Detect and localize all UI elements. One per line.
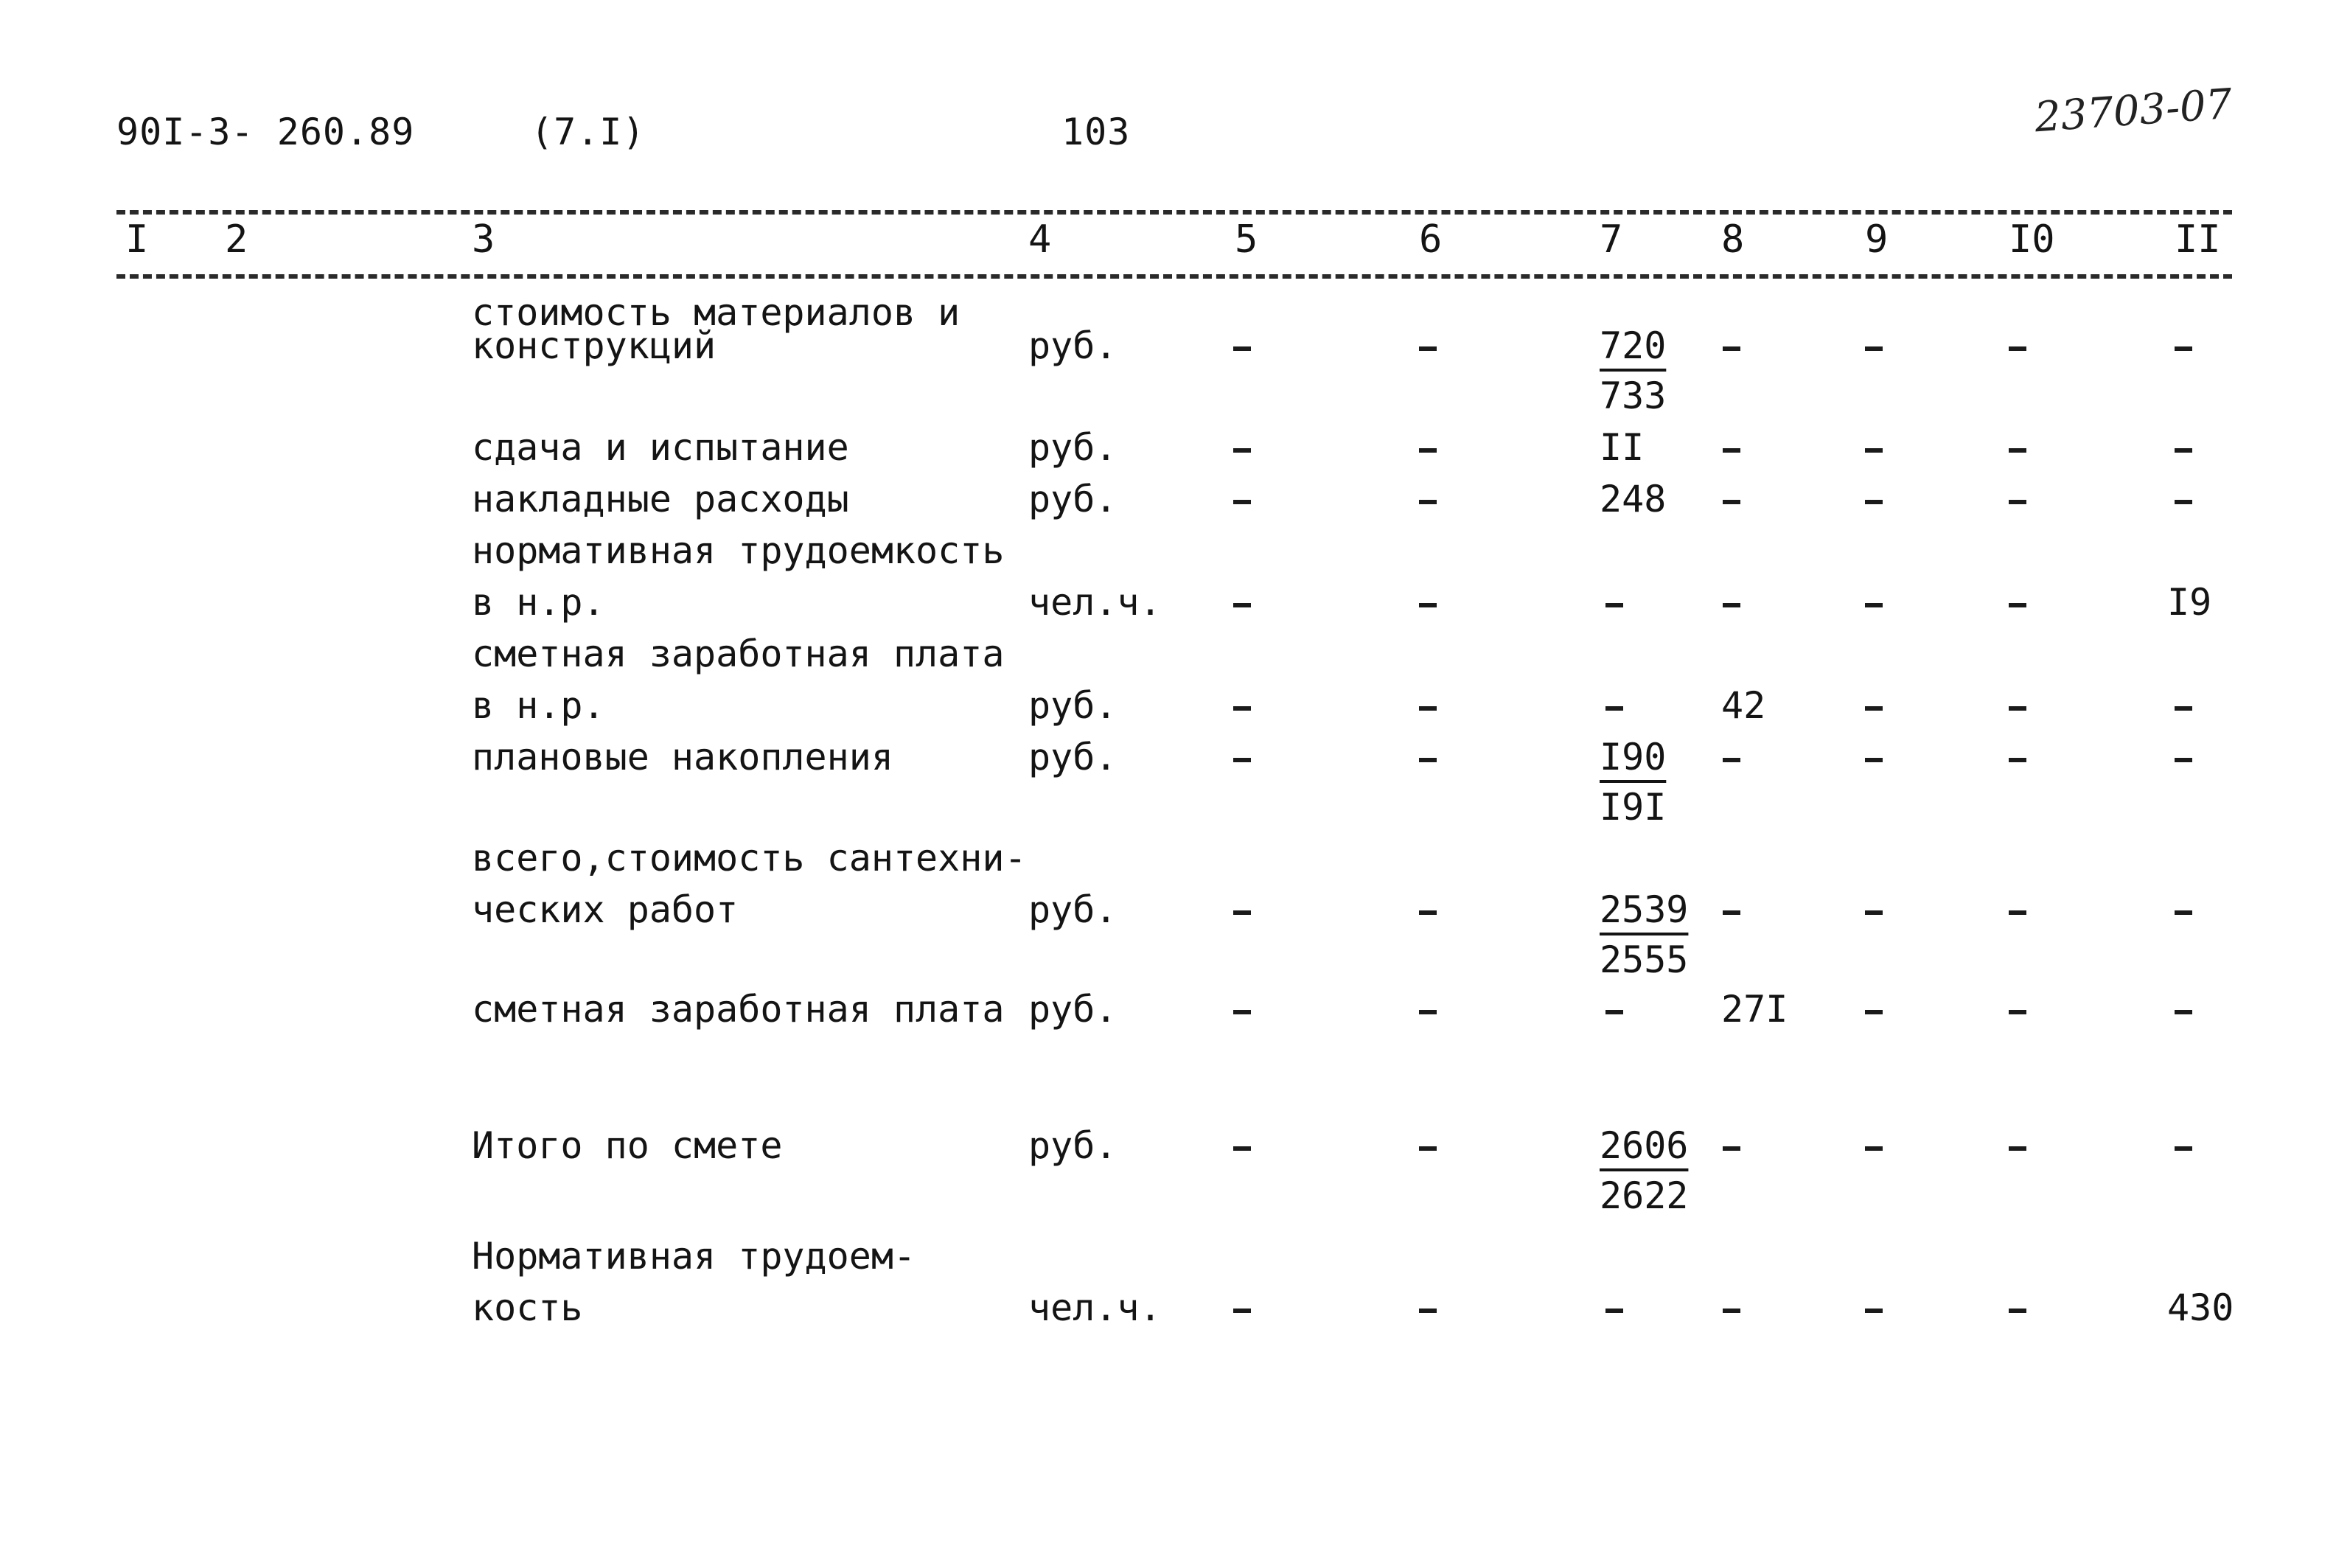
row-label: сдача и испытание <box>472 426 849 469</box>
unit-cell: руб. <box>1028 426 1118 469</box>
dash-c5 <box>1233 500 1251 504</box>
value-denominator: 733 <box>1600 374 1667 417</box>
unit-cell: руб. <box>1028 988 1118 1031</box>
dash-c9 <box>1865 706 1883 711</box>
row-label: конструкций <box>472 324 716 367</box>
dash-c5 <box>1233 910 1251 915</box>
dash-c10 <box>2009 448 2026 453</box>
value-numerator: 2539 <box>1600 888 1689 931</box>
row-label: ческих работ <box>472 888 739 931</box>
column-header-7: 7 <box>1600 217 1623 262</box>
unit-cell: чел.ч. <box>1028 581 1162 624</box>
dash-c6 <box>1419 603 1437 607</box>
document-code: 90I-3- 260.89 <box>116 111 415 153</box>
dash-c11 <box>2175 1010 2192 1014</box>
column-header-5: 5 <box>1235 217 1258 262</box>
dash-c8 <box>1723 346 1740 351</box>
unit-cell: руб. <box>1028 736 1118 778</box>
column-header-1: I <box>125 217 149 262</box>
value-c8: 42 <box>1721 684 1766 727</box>
section-number: (7.I) <box>531 111 646 153</box>
dash-c9 <box>1865 448 1883 453</box>
dash-c11 <box>2175 706 2192 711</box>
dash-c5 <box>1233 758 1251 762</box>
dash-c9 <box>1865 1010 1883 1014</box>
row-label: Нормативная трудоем- <box>472 1235 916 1278</box>
unit-cell: руб. <box>1028 1124 1118 1167</box>
dash-c5 <box>1233 1010 1251 1014</box>
dash-c10 <box>2009 706 2026 711</box>
dash-c9 <box>1865 500 1883 504</box>
dash-c8 <box>1723 603 1740 607</box>
dash-c6 <box>1419 758 1437 762</box>
dash-c11 <box>2175 500 2192 504</box>
row-label: накладные расходы <box>472 478 849 520</box>
value-c7: II <box>1600 426 1645 469</box>
dash-c9 <box>1865 1309 1883 1313</box>
column-header-9: 9 <box>1865 217 1889 262</box>
dash-c9 <box>1865 910 1883 915</box>
value-denominator: 2622 <box>1600 1174 1689 1217</box>
value-numerator: 2606 <box>1600 1124 1689 1167</box>
dash-c9 <box>1865 1146 1883 1151</box>
value-c7: 248 <box>1600 478 1667 520</box>
dash-c6 <box>1419 910 1437 915</box>
dash-c9 <box>1865 346 1883 351</box>
dash-c7 <box>1605 1309 1623 1313</box>
row-label: нормативная трудоемкость <box>472 529 1005 572</box>
dash-c5 <box>1233 1146 1251 1151</box>
value-denominator: I9I <box>1600 786 1667 829</box>
dash-c6 <box>1419 706 1437 711</box>
dash-c10 <box>2009 500 2026 504</box>
dash-c10 <box>2009 346 2026 351</box>
column-header-10: I0 <box>2009 217 2055 262</box>
unit-cell: руб. <box>1028 684 1118 727</box>
column-header-3: 3 <box>472 217 495 262</box>
column-header-4: 4 <box>1028 217 1052 262</box>
dash-c5 <box>1233 346 1251 351</box>
dash-c8 <box>1723 500 1740 504</box>
unit-cell: руб. <box>1028 478 1118 520</box>
row-label: в н.р. <box>472 684 605 727</box>
row-label: кость <box>472 1286 583 1329</box>
dash-c8 <box>1723 1309 1740 1313</box>
row-label: в н.р. <box>472 581 605 624</box>
row-label: стоимость материалов и <box>472 291 960 334</box>
dash-c10 <box>2009 1010 2026 1014</box>
dash-c7 <box>1605 1010 1623 1014</box>
dash-c9 <box>1865 603 1883 607</box>
row-label: всего,стоимость сантехни- <box>472 837 1027 879</box>
dash-c7 <box>1605 603 1623 607</box>
handwritten-number: 23703-07 <box>2033 80 2234 142</box>
dash-c8 <box>1723 758 1740 762</box>
unit-cell: руб. <box>1028 324 1118 367</box>
dash-c7 <box>1605 706 1623 711</box>
dash-c5 <box>1233 603 1251 607</box>
dash-c10 <box>2009 1146 2026 1151</box>
column-header-8: 8 <box>1721 217 1745 262</box>
dash-c9 <box>1865 758 1883 762</box>
dash-c11 <box>2175 448 2192 453</box>
dash-c10 <box>2009 910 2026 915</box>
dash-c6 <box>1419 346 1437 351</box>
dash-c6 <box>1419 1309 1437 1313</box>
dash-c10 <box>2009 603 2026 607</box>
dash-c5 <box>1233 706 1251 711</box>
column-header-6: 6 <box>1419 217 1443 262</box>
dash-c6 <box>1419 448 1437 453</box>
row-label: сметная заработная плата <box>472 633 1005 675</box>
value-numerator: 720 <box>1600 324 1667 367</box>
value-c8: 27I <box>1721 988 1788 1031</box>
column-header-11: II <box>2175 217 2221 262</box>
dash-c11 <box>2175 346 2192 351</box>
value-numerator: I90 <box>1600 736 1667 778</box>
dash-c5 <box>1233 448 1251 453</box>
row-label: Итого по смете <box>472 1124 783 1167</box>
unit-cell: чел.ч. <box>1028 1286 1162 1329</box>
dash-c10 <box>2009 1309 2026 1313</box>
value-c11: I9 <box>2167 581 2212 624</box>
dash-c11 <box>2175 910 2192 915</box>
row-label: плановые накопления <box>472 736 893 778</box>
dash-c11 <box>2175 1146 2192 1151</box>
unit-cell: руб. <box>1028 888 1118 931</box>
column-header-2: 2 <box>225 217 248 262</box>
value-c11: 430 <box>2167 1286 2234 1329</box>
dash-c5 <box>1233 1309 1251 1313</box>
dash-c6 <box>1419 1146 1437 1151</box>
dash-c8 <box>1723 910 1740 915</box>
dash-c8 <box>1723 448 1740 453</box>
row-label: сметная заработная плата <box>472 988 1005 1031</box>
dash-c8 <box>1723 1146 1740 1151</box>
value-denominator: 2555 <box>1600 938 1689 981</box>
header-bottom-rule <box>116 274 2232 279</box>
dash-c11 <box>2175 758 2192 762</box>
dash-c6 <box>1419 1010 1437 1014</box>
page-number: 103 <box>1061 111 1131 153</box>
dash-c6 <box>1419 500 1437 504</box>
dash-c10 <box>2009 758 2026 762</box>
top-rule <box>116 210 2232 215</box>
